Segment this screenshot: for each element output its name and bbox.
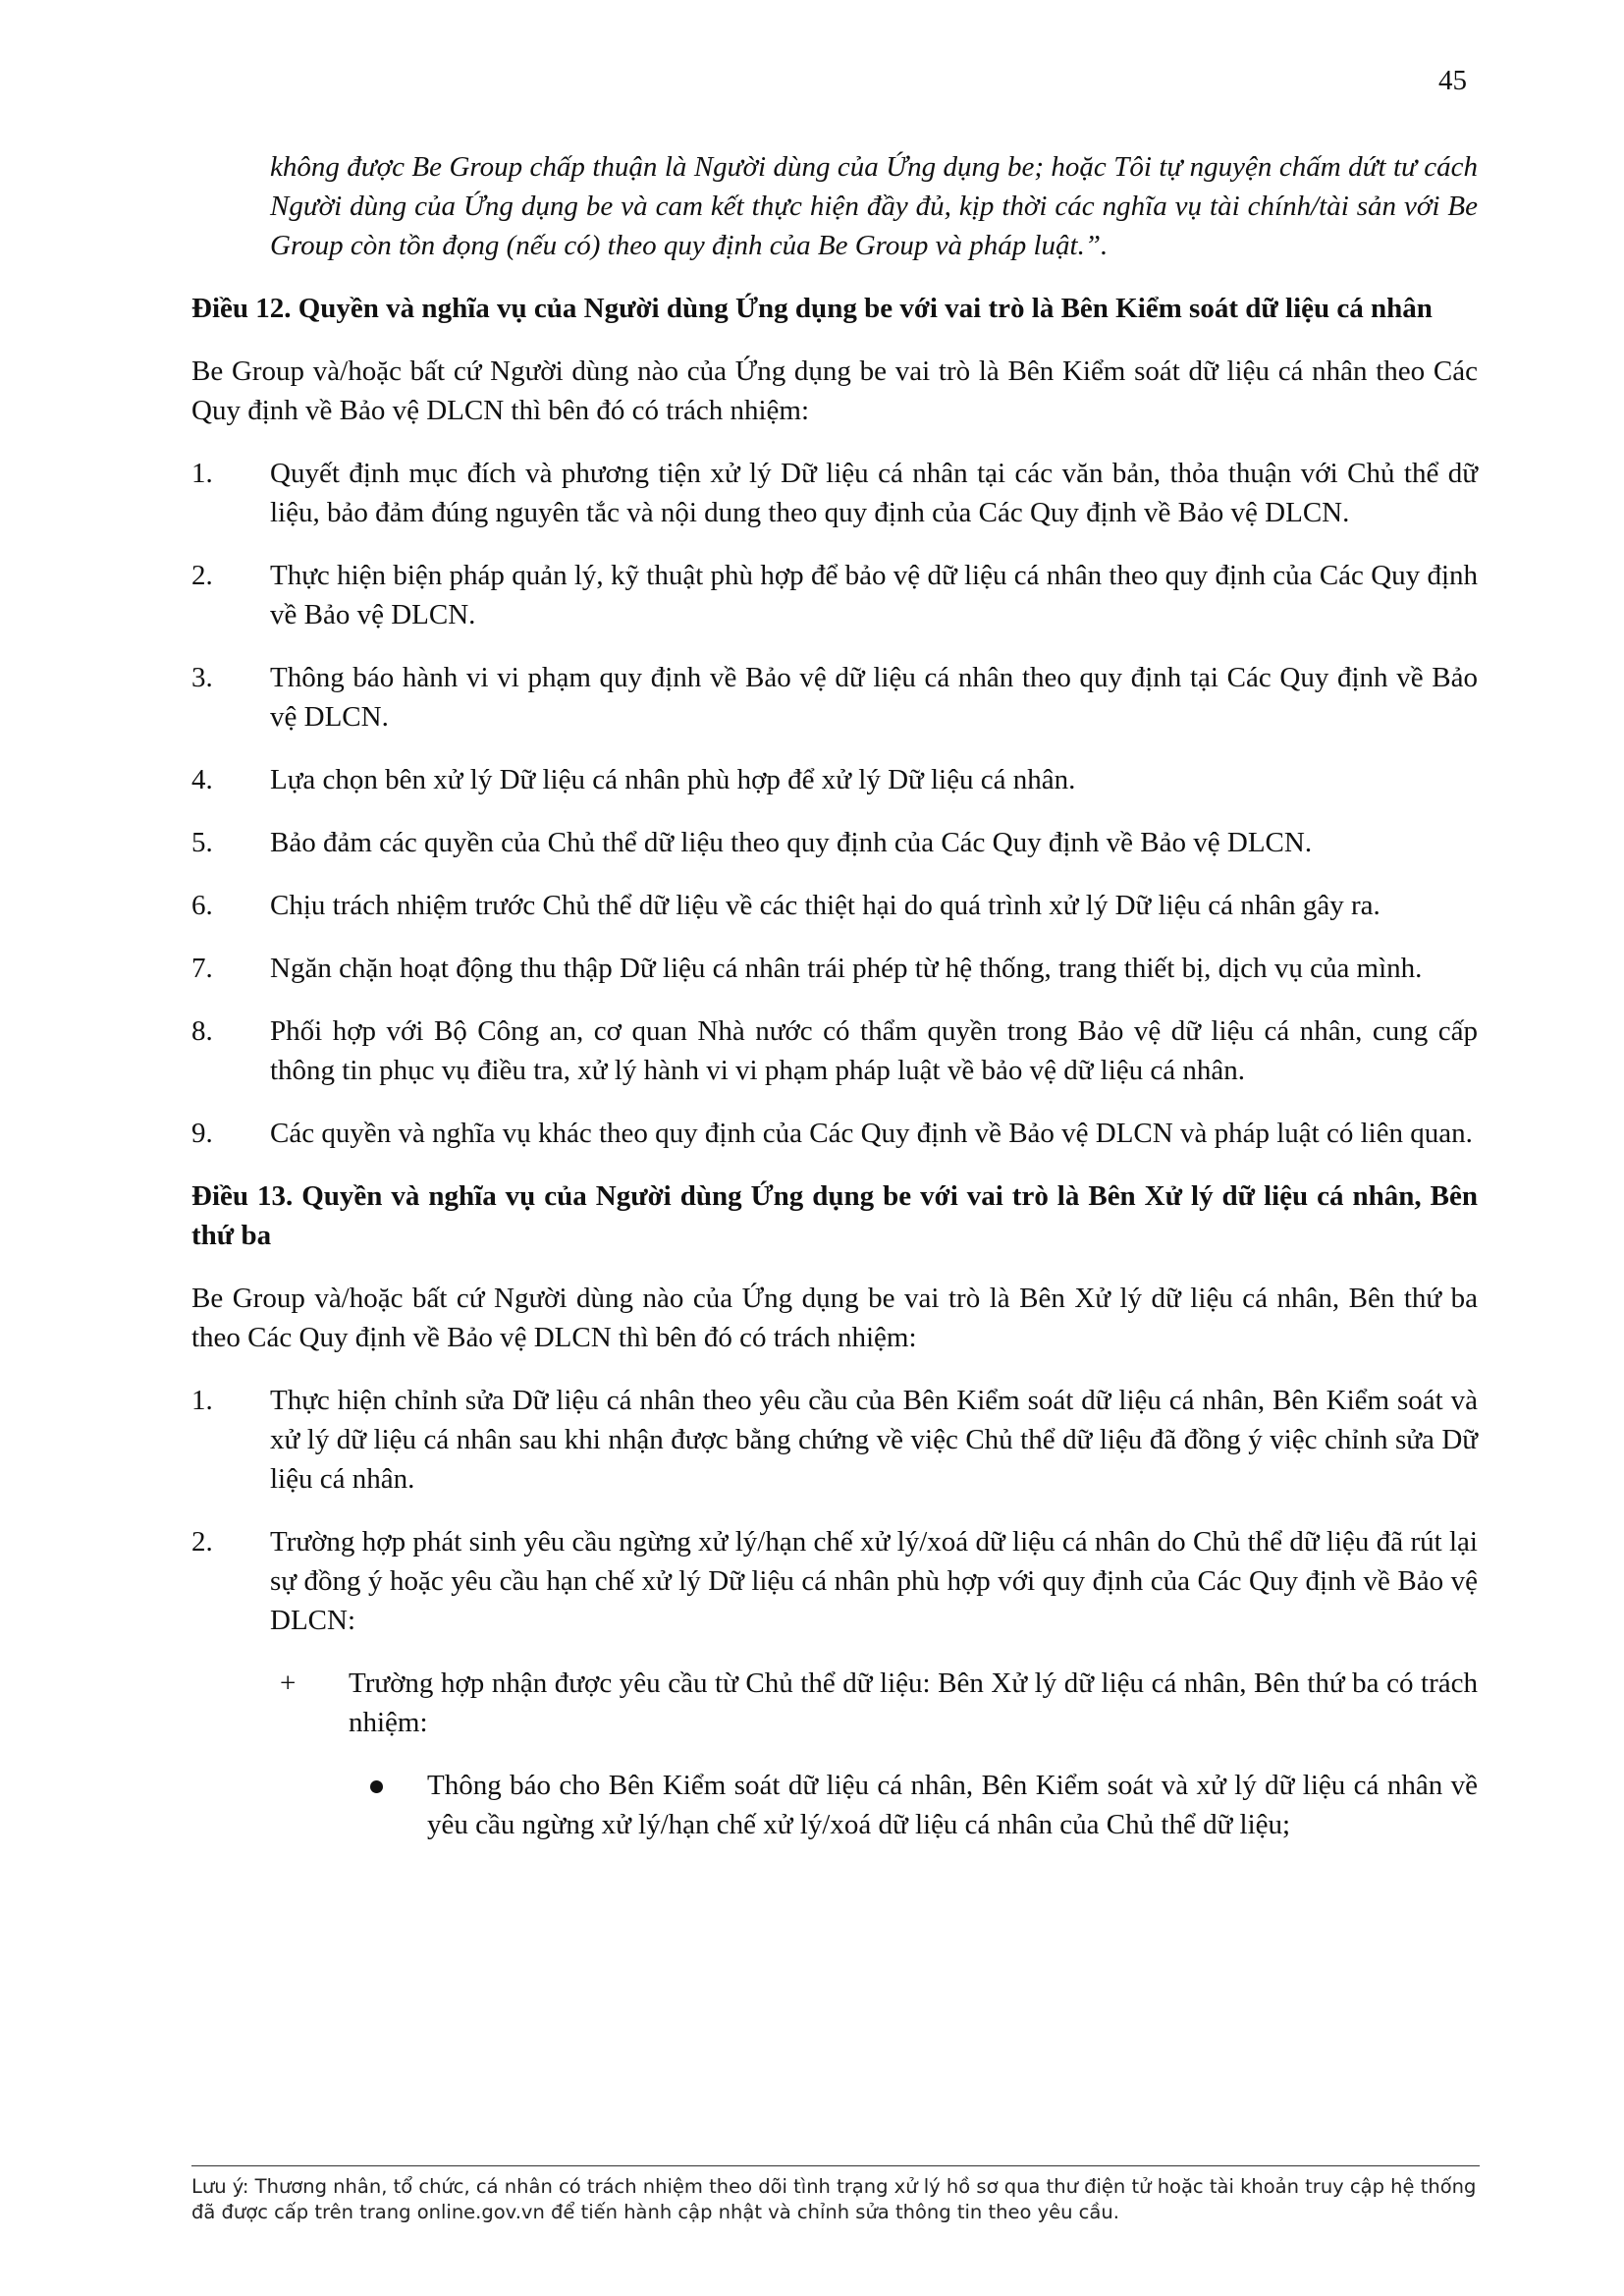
page-number: 45 — [1438, 65, 1467, 96]
list-item-number: 1. — [191, 458, 213, 489]
list-item-number: 3. — [191, 662, 213, 693]
list-item-text: Quyết định mục đích và phương tiện xử lý Dữ liệu cá nhân tại các văn bản, thỏa thuận với Chủ thể dữ liệu, bảo đảm đúng nguyên tắc và nội dung theo quy định của Các Quy định về Bảo vệ DLCN. — [270, 458, 1478, 528]
continuation-paragraph: không được Be Group chấp thuận là Người dùng của Ứng dụng be; hoặc Tôi tự nguyện chấm dứt tư cách Người dùng của Ứng dụng be và cam kết thực hiện đầy đủ, kịp thời các nghĩa vụ tài chính/tài sản với Be Group còn tồn đọng (nếu có) theo quy định của Be Group và pháp luật.”. — [270, 151, 1478, 261]
list-item-text: Thực hiện chỉnh sửa Dữ liệu cá nhân theo yêu cầu của Bên Kiểm soát dữ liệu cá nhân, Bên Kiểm soát và xử lý dữ liệu cá nhân sau khi nhận được bằng chứng về việc Chủ thể dữ liệu đã đồng ý việc chỉnh sửa Dữ liệu cá nhân. — [270, 1385, 1478, 1495]
list-item — [191, 949, 1478, 988]
list-item — [191, 1381, 1478, 1499]
bullet-item-text: Thông báo cho Bên Kiểm soát dữ liệu cá nhân, Bên Kiểm soát và xử lý dữ liệu cá nhân về yêu cầu ngừng xử lý/hạn chế xử lý/xoá dữ liệu cá nhân của Chủ thể dữ liệu; — [427, 1770, 1478, 1840]
list-item-text: Phối hợp với Bộ Công an, cơ quan Nhà nước có thẩm quyền trong Bảo vệ dữ liệu cá nhân, cung cấp thông tin phục vụ điều tra, xử lý hành vi vi phạm pháp luật về bảo vệ dữ liệu cá nhân. — [270, 1015, 1478, 1086]
sub-item-text: Trường hợp nhận được yêu cầu từ Chủ thể dữ liệu: Bên Xử lý dữ liệu cá nhân, Bên thứ ba có trách nhiệm: — [349, 1667, 1478, 1738]
list-item-number: 9. — [191, 1118, 213, 1149]
article-13-heading: Điều 13. Quyền và nghĩa vụ của Người dùng Ứng dụng be với vai trò là Bên Xử lý dữ liệu cá nhân, Bên thứ ba — [191, 1180, 1478, 1251]
list-item — [191, 556, 1478, 634]
list-item — [191, 1114, 1478, 1153]
list-item — [191, 886, 1478, 925]
footer-note: Lưu ý: Thương nhân, tổ chức, cá nhân có trách nhiệm theo dõi tình trạng xử lý hồ sơ qua thư điện tử hoặc tài khoản truy cập hệ thống đã được cấp trên trang online.gov.vn để tiến hành cập nhật và chỉnh sửa thông tin theo yêu cầu. — [191, 2175, 1477, 2223]
bullet-item — [191, 1766, 1478, 1844]
list-item — [191, 1011, 1478, 1090]
list-item-number: 5. — [191, 827, 213, 858]
list-item-text: Ngăn chặn hoạt động thu thập Dữ liệu cá nhân trái phép từ hệ thống, trang thiết bị, dịch vụ của mình. — [270, 953, 1423, 984]
list-item-text: Bảo đảm các quyền của Chủ thể dữ liệu theo quy định của Các Quy định về Bảo vệ DLCN. — [270, 827, 1313, 858]
list-item — [191, 1522, 1478, 1640]
list-item-text: Các quyền và nghĩa vụ khác theo quy định của Các Quy định về Bảo vệ DLCN và pháp luật có liên quan. — [270, 1118, 1473, 1149]
list-item-text: Chịu trách nhiệm trước Chủ thể dữ liệu về các thiệt hại do quá trình xử lý Dữ liệu cá nhân gây ra. — [270, 890, 1380, 921]
list-item — [191, 454, 1478, 532]
list-item-text: Thông báo hành vi vi phạm quy định về Bảo vệ dữ liệu cá nhân theo quy định tại Các Quy định về Bảo vệ DLCN. — [270, 662, 1478, 733]
list-item-text: Thực hiện biện pháp quản lý, kỹ thuật phù hợp để bảo vệ dữ liệu cá nhân theo quy định của Các Quy định về Bảo vệ DLCN. — [270, 560, 1478, 630]
list-item-number: 6. — [191, 890, 213, 921]
footer-divider — [191, 2165, 1480, 2166]
article-12-intro: Be Group và/hoặc bất cứ Người dùng nào của Ứng dụng be vai trò là Bên Kiểm soát dữ liệu cá nhân theo Các Quy định về Bảo vệ DLCN thì bên đó có trách nhiệm: — [191, 355, 1478, 426]
plus-marker: + — [280, 1667, 297, 1699]
list-item — [191, 823, 1478, 862]
list-item-text: Lựa chọn bên xử lý Dữ liệu cá nhân phù hợp để xử lý Dữ liệu cá nhân. — [270, 764, 1076, 795]
article-12-heading: Điều 12. Quyền và nghĩa vụ của Người dùng Ứng dụng be với vai trò là Bên Kiểm soát dữ liệu cá nhân — [191, 293, 1433, 324]
list-item-number: 2. — [191, 560, 213, 591]
list-item — [191, 658, 1478, 737]
list-item-number: 1. — [191, 1385, 213, 1416]
list-item — [191, 760, 1478, 799]
list-item-number: 4. — [191, 764, 213, 795]
list-item-text: Trường hợp phát sinh yêu cầu ngừng xử lý/hạn chế xử lý/xoá dữ liệu cá nhân do Chủ thể dữ liệu đã rút lại sự đồng ý hoặc yêu cầu hạn chế xử lý Dữ liệu cá nhân phù hợp với quy định của Các Quy định về Bảo vệ DLCN: — [270, 1526, 1478, 1636]
page-content — [191, 147, 1478, 1844]
list-item-number: 7. — [191, 953, 213, 984]
sub-item — [191, 1664, 1478, 1742]
list-item-number: 8. — [191, 1015, 213, 1047]
bullet-dot-icon — [370, 1780, 383, 1793]
list-item-number: 2. — [191, 1526, 213, 1558]
article-13-intro: Be Group và/hoặc bất cứ Người dùng nào của Ứng dụng be vai trò là Bên Xử lý dữ liệu cá nhân, Bên thứ ba theo Các Quy định về Bảo vệ DLCN thì bên đó có trách nhiệm: — [191, 1283, 1478, 1353]
